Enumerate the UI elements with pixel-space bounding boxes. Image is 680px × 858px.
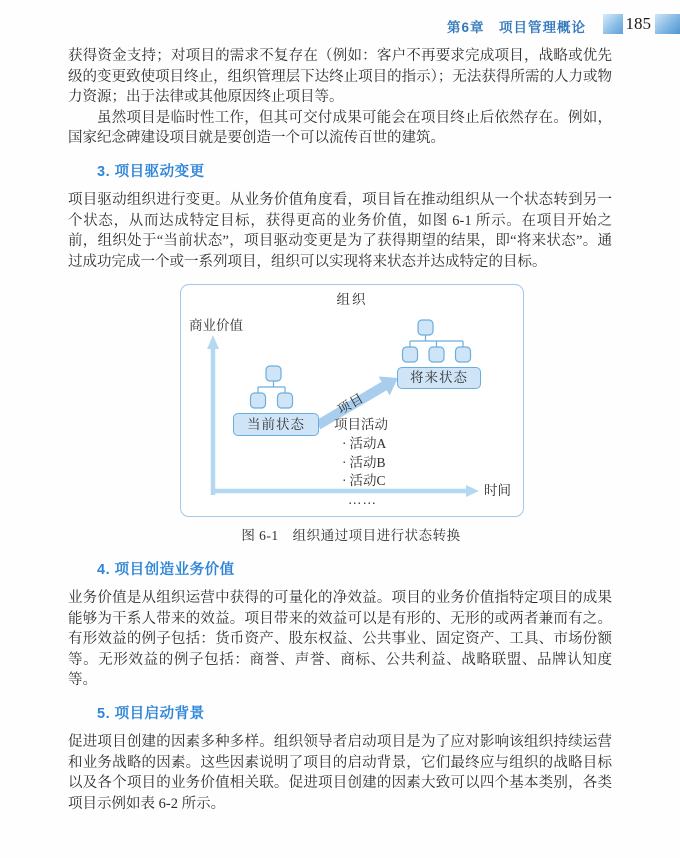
figure-diagram xyxy=(180,284,524,517)
bullet-icon: · xyxy=(342,454,347,470)
header-accent-square xyxy=(603,14,623,34)
future-state-box: 将来状态 xyxy=(397,367,481,389)
section-heading-project-drives-change: 3. 项目驱动变更 xyxy=(97,163,205,180)
project-activities-title: 项目活动 xyxy=(334,417,388,433)
page-content xyxy=(68,46,612,814)
org-chart-current xyxy=(251,366,293,408)
paragraph-deliverables-persist: 虽然项目是临时性工作，但其可交付成果可能会在项目终止后依然存在。例如，国家纪念碑建设项目就是要创造一个可以流传百世的建筑。 xyxy=(68,109,612,147)
project-activities-list xyxy=(334,416,388,509)
figure-caption: 图 6-1 组织通过项目进行状态转换 xyxy=(241,528,461,544)
figure-y-axis-label: 商业价值 xyxy=(189,318,243,334)
page-header xyxy=(0,13,680,35)
bullet-icon: · xyxy=(342,473,347,489)
activity-label: 活动C xyxy=(349,473,386,489)
page-number: 185 xyxy=(625,14,651,33)
activities-ellipsis: …… xyxy=(348,491,377,507)
chapter-title: 第6章 项目管理概论 xyxy=(446,20,586,35)
section-heading-initiation-context: 5. 项目启动背景 xyxy=(97,705,205,722)
y-axis-arrow xyxy=(207,335,219,495)
figure-organization-label: 组织 xyxy=(336,292,368,308)
activity-item xyxy=(334,435,388,454)
activity-label: 活动A xyxy=(349,435,387,451)
activity-label: 活动B xyxy=(349,454,386,470)
activity-item xyxy=(334,472,388,491)
header-edge-square xyxy=(655,14,680,34)
paragraph-project-drives-change: 项目驱动组织进行变更。从业务价值角度看，项目旨在推动组织从一个状态转到另一个状态，从而达成特定目标，获得更高的业务价值，如图 6-1 所示。在项目开始之前，组织处于“当前状态”，项目驱动变更是为了获得期望的结果，即“将来状态”。通过成功完成一个或一系列项目，组织可以实现将来状态并达成特定的目标。 xyxy=(68,191,612,270)
figure-6-1 xyxy=(180,284,526,547)
org-chart-future xyxy=(403,320,471,362)
paragraph-initiation-context: 促进项目创建的因素多种多样。组织领导者启动项目是为了应对影响该组织持续运营和业务战略的因素。这些因素说明了项目的启动背景，它们最终应与组织的战略目标以及各个项目的业务价值相关联。促进项目创建的因素大致可以四个基本类别，各类项目示例如表 6-2 所示。 xyxy=(68,733,612,812)
bullet-icon: · xyxy=(342,435,347,451)
current-state-box: 当前状态 xyxy=(233,413,319,436)
project-arrow-label: 项目 xyxy=(334,390,367,418)
paragraph-termination-reasons: 获得资金支持；对项目的需求不复存在（例如：客户不再要求完成项目，战略或优先级的变更致使项目终止，组织管理层下达终止项目的指示）；无法获得所需的人力或物力资源；出于法律或其他原因终止项目等。 xyxy=(68,48,612,106)
figure-x-axis-label: 时间 xyxy=(484,483,511,499)
activity-item xyxy=(334,454,388,473)
section-heading-business-value: 4. 项目创造业务价值 xyxy=(97,561,235,578)
paragraph-business-value: 业务价值是从组织运营中获得的可量化的净效益。项目的业务价值指特定项目的成果能够为干系人带来的效益。项目带来的效益可以是有形的、无形的或两者兼而有之。有形效益的例子包括：货币资产、股东权益、公共事业、固定资产、工具、市场份额等。无形效益的例子包括：商誉、声誉、商标、公共利益、战略联盟、品牌认知度等。 xyxy=(68,589,612,689)
